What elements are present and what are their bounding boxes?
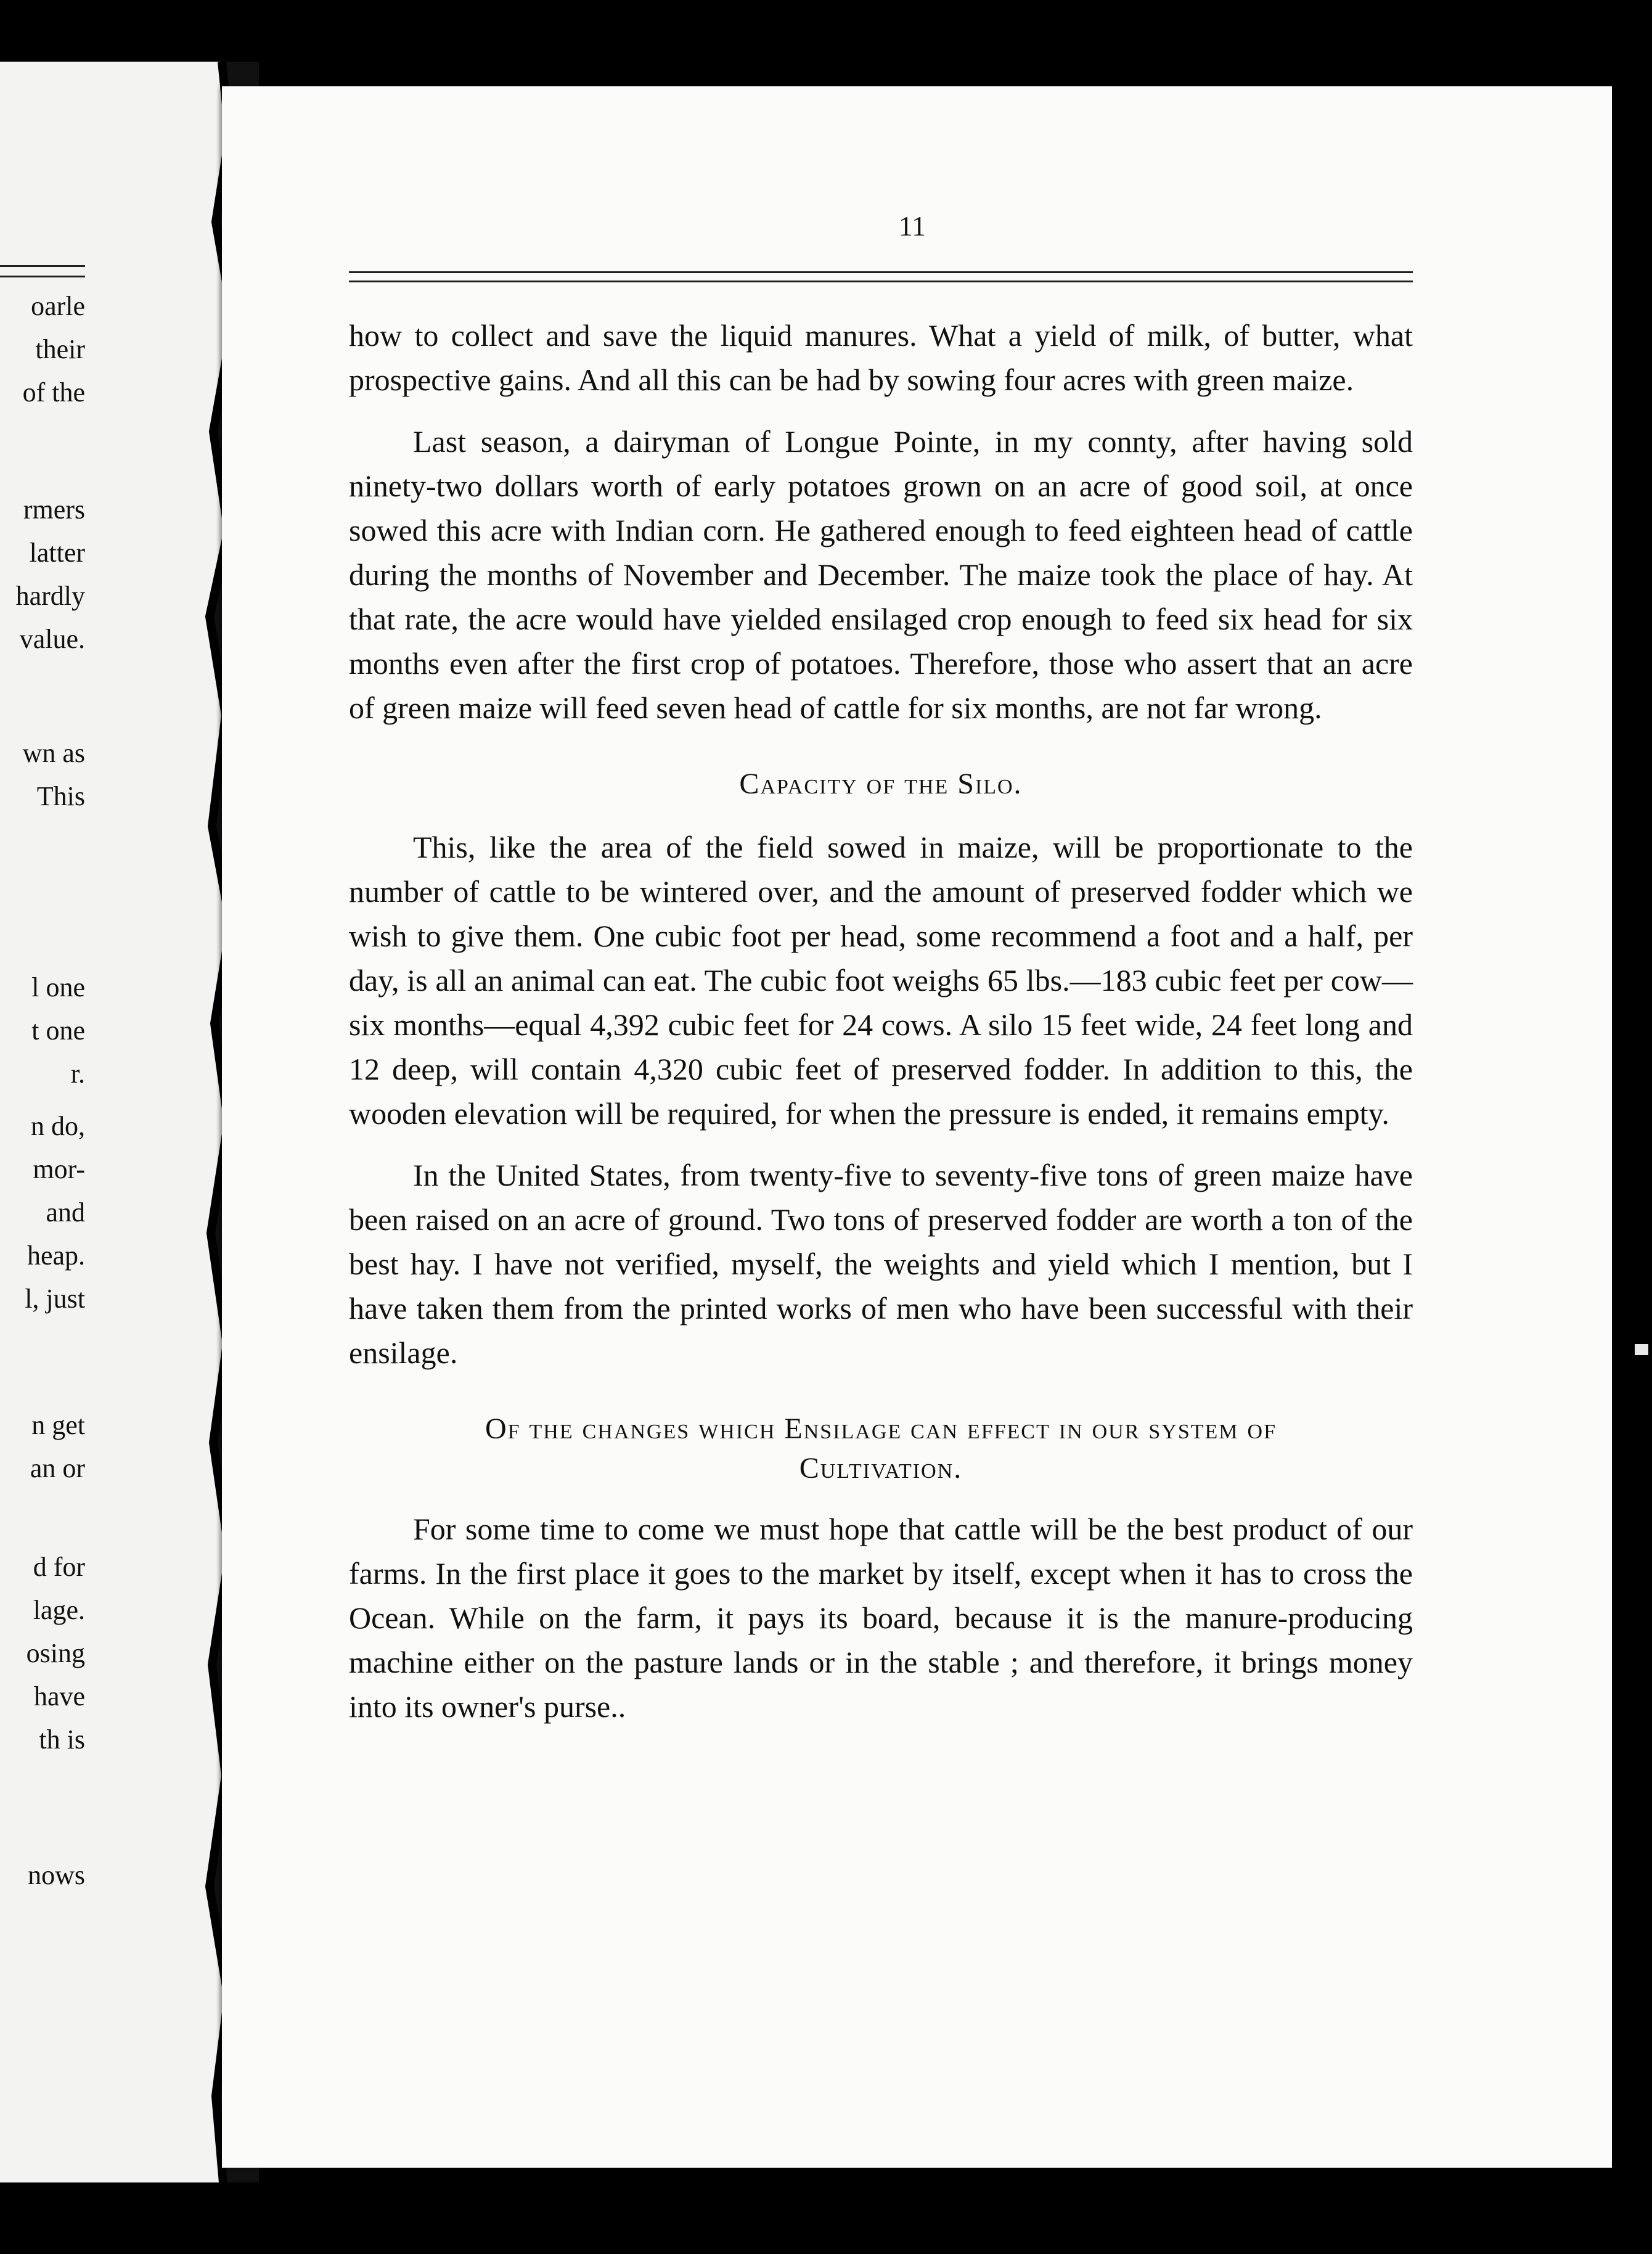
facing-page-fragment: n do, [31,1111,85,1141]
facing-page-fragment: oarle [31,291,85,321]
header-rule [349,271,1413,282]
facing-page-fragment: of the [22,377,85,408]
facing-page-fragment: hardly [15,581,85,611]
facing-page-fragment: and [46,1197,85,1227]
facing-page-fragment: rmers [23,494,85,525]
facing-page-fragment: th is [39,1724,85,1755]
scan-border [1612,86,1652,2168]
facing-page-fragment: wn as [22,738,85,768]
facing-page-fragment: mor- [33,1154,85,1184]
facing-page-fragment: osing [26,1638,85,1668]
facing-page-fragment: have [33,1681,85,1711]
body-paragraph: This, like the area of the field sowed in maize, will be proportionate to the number of cattle to be wintered over, and the amount of preserved fodder which we wish to give them. One cubic foot per head, some recommend a foot and a half, per day, is all an animal can eat. The cubic foot weighs 65 lbs.—183 cubic feet per cow—six months—equal 4,392 cubic feet for 24 cows. A silo 15 feet wide, 24 feet long and 12 deep, will contain 4,320 cubic feet of preserved fodder. In addition to this, the wooden elevation will be required, for when the pressure is ended, it remains empty. [349,830,1413,1131]
section-heading: Capacity of the Silo. [739,768,1023,800]
facing-page-fragment: value. [19,624,85,654]
body-paragraph: how to collect and save the liquid manures. What a yield of milk, of butter, what prospective gains. And all this can be had by sowing four acres with green maize. [349,318,1413,397]
facing-page-fragment: latter [29,538,85,568]
facing-page-fragment: t one [31,1015,85,1046]
scan-speck [1635,1344,1648,1355]
facing-page-fragment: n get [31,1410,85,1440]
facing-page-fragment: r. [70,1059,85,1089]
facing-page-fragment: their [35,334,85,364]
body-paragraph: In the United States, from twenty-five to seventy-five tons of green maize have been raised on an acre of ground. Two tons of preserved fodder are worth a ton of the best hay. I have not verified, myself, the weights and yield which I mention, but I have taken them from the printed works of men who have been successful with their ensilage. [349,1158,1413,1370]
facing-page-fragment: heap. [27,1240,85,1271]
facing-page-fragment: l, just [25,1284,85,1314]
section-heading-line: Of the changes which Ensilage can effect in our system of [485,1412,1277,1445]
section-heading [349,1409,1413,1488]
page-body [349,313,1413,1746]
body-paragraph: For some time to come we must hope that cattle will be the best product of our farms. In the first place it goes to the market by itself, except when it has to cross the Ocean. While on the farm, it pays its board, because it is the manure-producing machine either on the pasture lands or in the stable ; and therefore, it brings money into its owner's purse.. [349,1512,1413,1724]
facing-page-fragment: d for [33,1552,85,1582]
main-page [222,86,1612,2168]
facing-page-rule [0,265,85,277]
body-paragraph: Last season, a dairyman of Longue Pointe, in my connty, after having sold ninety-two dollars worth of early potatoes grown on an acre of good soil, at once sowed this acre with Indian corn. He gathered enough to feed eighteen head of cattle during the months of November and December. The maize took the place of hay. At that rate, the acre would have yielded ensilaged crop enough to feed six head for six months even after the first crop of potatoes. Therefore, those who assert that an acre of green maize will feed seven head of cattle for six months, are not far wrong. [349,424,1413,725]
page-number: 11 [898,210,926,242]
facing-page-fragment: nows [28,1860,85,1890]
facing-page-fragment: an or [30,1453,85,1483]
facing-page-fragment: This [36,781,85,811]
facing-page-fragment: l one [31,972,85,1002]
section-heading-line: Cultivation. [799,1452,963,1485]
facing-page-fragment: lage. [33,1595,85,1625]
